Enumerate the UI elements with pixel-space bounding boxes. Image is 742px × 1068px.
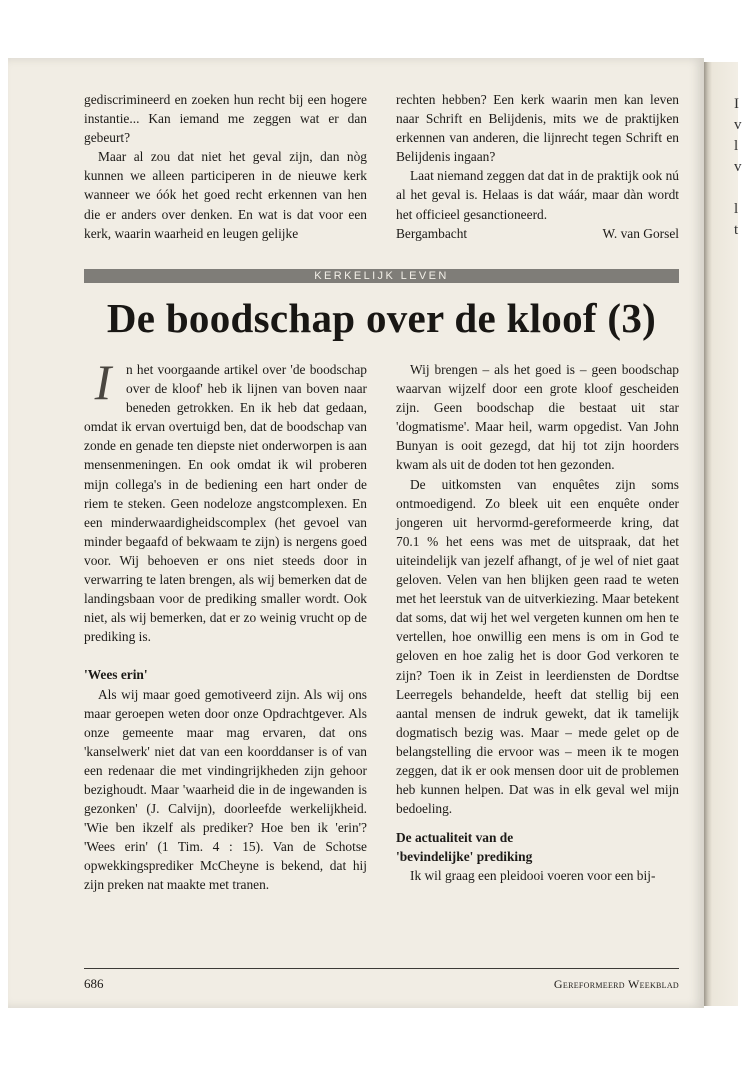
paragraph: rechten hebben? Een kerk waarin men kan leven naar Schrift en Belijdenis, mits we de praktijken erkennen van anderen, die lijnrecht tegen Schrift en Belijdenis ingaan?: [396, 92, 679, 165]
intro-text: n het voorgaande artikel over 'de boodschap over de kloof' heb ik lijnen van boven naar beneden getrokken. En ik heb dat gedaan, omdat ik ervan overtuigd ben, dat de boodschap van zonde en genade ten diepste niet onderworpen is aan mensenmeningen. En ook omdat ik wil proberen mijn collega's in de bediening een hart onder de riem te steken. Geen nodeloze angstcomplexen. En een minderwaardigheidscomplex (het gevoel van minder begaafd of bekwaam te zijn) is nergens goed voor. Wij behoeven er ons niet steeds door in verwarring te laten brengen, als wij bemerken dat de landingsbaan voor de prediking smaller wordt. Ook niet, als wij bemerken, dat er zo weinig vrucht op de prediking is.: [84, 362, 367, 645]
facing-page-letter: t: [734, 222, 739, 238]
signature-line: [396, 224, 679, 243]
article-headline: De boodschap over de kloof (3): [106, 295, 657, 341]
paragraph: Als wij maar goed gemotiveerd zijn. Als wij ons maar geroepen weten door onze Opdrachtgever. Als onze gemeente maar mag ervaren, dat ons 'kanselwerk' niet dat van een koorddanser is of van een redenaar die met vindingrijkheden zijn gehoor bezighoudt. Maar 'waarheid die in de ingewanden is gezonken' (J. Calvijn), doorleefde werkelijkheid. 'Wie ben ikzelf als prediker? Hoe ben ik 'erin'? 'Wees erin' (1 Tim. 4 : 15). Van de Schotse opwekkingsprediker McCheyne is bekend, dat hij zijn preken nat maakte met tranen.: [84, 686, 367, 893]
paragraph: Laat niemand zeggen dat dat in de praktijk ook nú al het geval is. Helaas is dat wáár, maar dàn wordt het officieel gesanctioneerd.: [396, 168, 679, 222]
paragraph: Maar al zou dat niet het geval zijn, dan nòg kunnen we alleen participeren in de nieuwe kerk wanneer we óók het goed recht erkennen van hen die er anders over denken. En wat is dat voor een kerk, waarin waarheid en leugen gelijke: [84, 149, 367, 241]
subheading-line: 'bevindelijke' prediking: [396, 849, 533, 865]
facing-page-edge: [704, 62, 738, 1006]
article-right-column: [396, 360, 679, 886]
spacer: [84, 646, 367, 665]
drop-cap: I: [94, 354, 112, 410]
intro-paragraph: [84, 354, 367, 646]
page-number: 686: [84, 976, 104, 991]
paragraph: De uitkomsten van enquêtes zijn soms ontmoedigend. Zo bleek uit een enquête onder jongeren uit hervormd-gereformeerde kring, dat 70.1 % het eens was met de uitspraak, dat het uiteindelijk van jezelf afhangt, of je wel of niet gaat geloven. Velen van hen blijken geen raad te weten met het leerstuk van de uitverkiezing. Maar betekent dat soms, dat wij het wel vergeten kunnen om hen te vertellen, hoe onwillig een mens is om in God te geloven en hoe zalig het is door God verkoren te zijn? Toen ik in Zeist in leerdiensten de Dordtse Leerregels behandelde, heeft dat stellig bij een aantal mensen de indruk gewekt, dat ik tamelijk dogmatisch bezig was. Maar – mede gelet op de belangstelling die ervoor was – meen ik te mogen zeggen, dat ik er ook mensen door uit de problemen heb kunnen helpen. Dat was in elk geval wel mijn bedoeling.: [396, 476, 679, 817]
footer-divider: [84, 968, 679, 969]
facing-page-letter: v: [734, 117, 742, 133]
previous-article-right-column: [396, 90, 679, 243]
subheading-line: De actualiteit van de: [396, 830, 514, 846]
facing-page-letter: l: [734, 201, 739, 217]
magazine-name: Gereformeerd Weekblad: [553, 977, 679, 991]
paragraph: Wij brengen – als het goed is – geen boodschap waarvan wijzelf door een grote kloof gescheiden zijn. Geen boodschap die bestaat uit star 'dogmatisme'. Maar heil, warm opgedist. Van John Bunyan is ooit gezegd, dat hij tot zijn hoorders kwam als uit de doden tot hen gezonden.: [396, 362, 679, 473]
signature-author: W. van Gorsel: [602, 225, 679, 241]
section-label: KERKELIJK LEVEN: [84, 269, 679, 283]
subheading: 'Wees erin': [84, 667, 148, 683]
paragraph: Ik wil graag een pleidooi voeren voor een bij-: [410, 868, 656, 884]
facing-page-letter: I: [734, 96, 739, 112]
signature-place: Bergambacht: [396, 225, 468, 241]
previous-article-left-column: [84, 90, 367, 243]
subheading: [396, 828, 679, 866]
paragraph: gediscrimineerd en zoeken hun recht bij een hogere instantie... Kan iemand me zeggen wat er dan gebeurt?: [84, 92, 367, 146]
article-left-column: [84, 354, 367, 895]
facing-page-letter: l: [734, 138, 739, 154]
facing-page-letter: v: [734, 159, 742, 175]
